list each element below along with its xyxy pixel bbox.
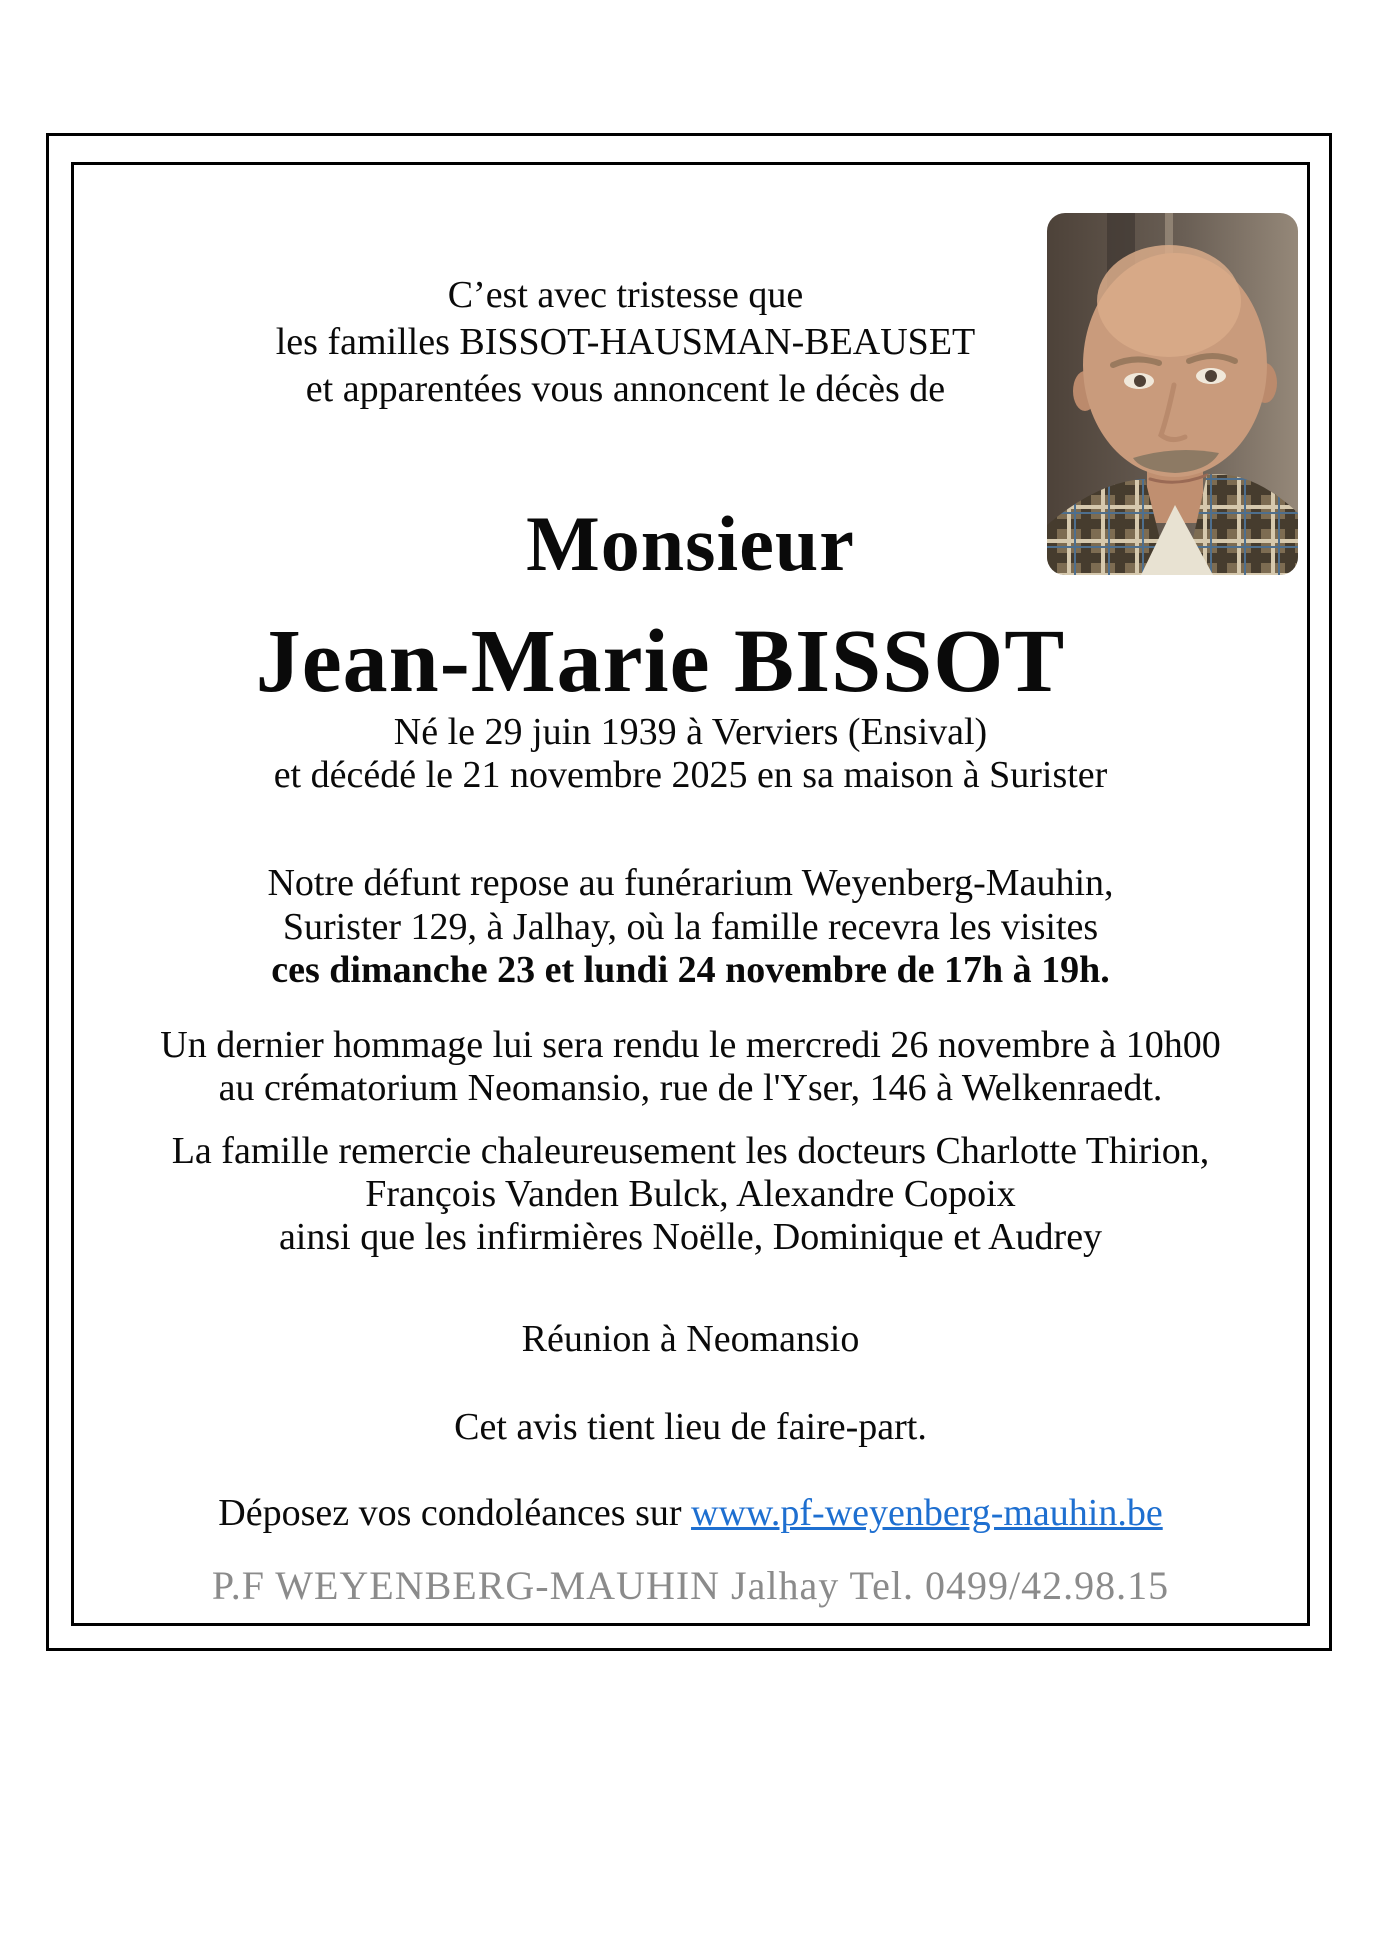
thanks-line-2: François Vanden Bulck, Alexandre Copoix bbox=[365, 1173, 1016, 1215]
condolences-line bbox=[74, 1492, 1307, 1535]
ceremony-paragraph bbox=[74, 1024, 1307, 1110]
condolences-prefix: Déposez vos condoléances sur bbox=[218, 1492, 692, 1534]
intro-line-3: et apparentées vous annoncent le décès de bbox=[305, 368, 946, 410]
birth-line: Né le 29 juin 1939 à Verviers (Ensival) bbox=[393, 711, 988, 753]
visitation-line-3-bold: ces dimanche 23 et lundi 24 novembre de 17h à 19h. bbox=[271, 949, 1110, 991]
reunion-line: Réunion à Neomansio bbox=[521, 1318, 860, 1360]
thanks-line-1: La famille remercie chaleureusement les docteurs Charlotte Thirion, bbox=[171, 1130, 1210, 1172]
condolences-website-link[interactable]: www.pf-weyenberg-mauhin.be bbox=[691, 1492, 1163, 1534]
birth-death-paragraph bbox=[74, 711, 1307, 797]
ceremony-line-1: Un dernier hommage lui sera rendu le mercredi 26 novembre à 10h00 bbox=[160, 1024, 1221, 1066]
inner-border-frame bbox=[71, 162, 1310, 1626]
deceased-name: Jean-Marie BISSOT bbox=[255, 612, 1066, 711]
visitation-line-1: Notre défunt repose au funérarium Weyenberg-Mauhin, bbox=[267, 862, 1114, 904]
ceremony-line-2: au crématorium Neomansio, rue de l'Yser, 146 à Welkenraedt. bbox=[218, 1067, 1163, 1109]
notice-line: Cet avis tient lieu de faire-part. bbox=[454, 1406, 927, 1448]
intro-line-1: C’est avec tristesse que bbox=[447, 274, 804, 316]
visitation-paragraph bbox=[74, 862, 1307, 993]
visitation-line-2: Surister 129, à Jalhay, où la famille recevra les visites bbox=[282, 905, 1099, 948]
funeral-home-footer: P.F WEYENBERG-MAUHIN Jalhay Tel. 0499/42.98.15 bbox=[211, 1563, 1170, 1608]
intro-line-2: les familles BISSOT-HAUSMAN-BEAUSET bbox=[275, 321, 976, 363]
death-line: et décédé le 21 novembre 2025 en sa maison à Surister bbox=[273, 754, 1108, 796]
outer-border-frame bbox=[46, 133, 1332, 1651]
thanks-line-3: ainsi que les infirmières Noëlle, Dominique et Audrey bbox=[278, 1216, 1103, 1258]
title-monsieur: Monsieur bbox=[526, 500, 855, 587]
intro-paragraph bbox=[74, 272, 1177, 413]
thanks-paragraph bbox=[74, 1130, 1307, 1259]
